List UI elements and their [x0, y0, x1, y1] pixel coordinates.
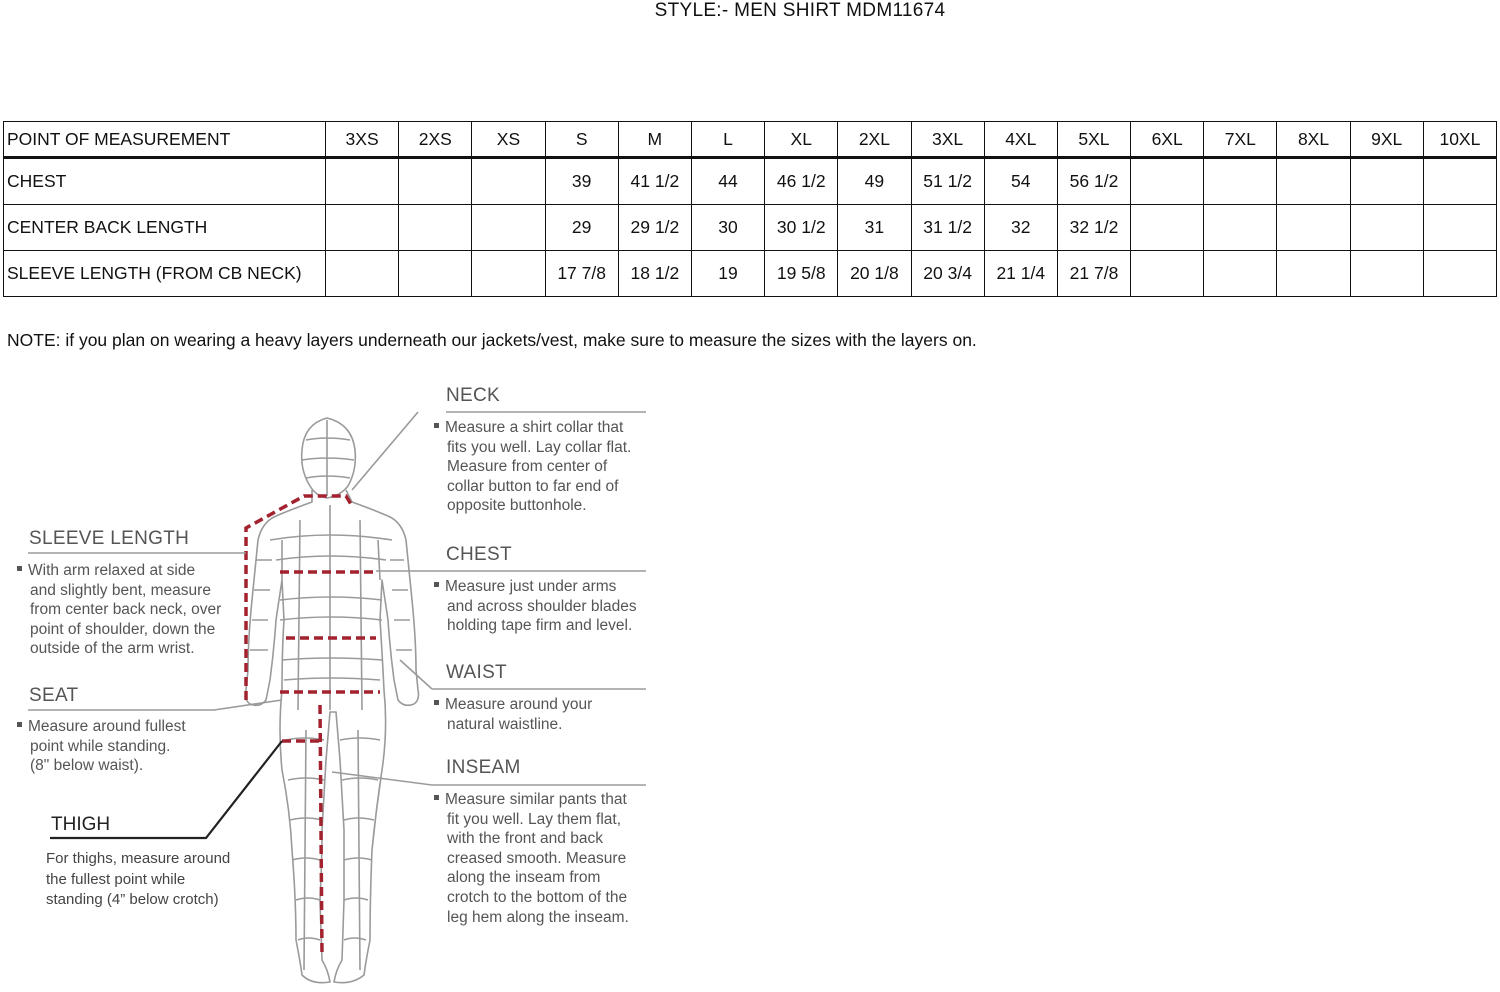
row-label: CENTER BACK LENGTH [4, 205, 326, 251]
waist-line: Measure around your [434, 695, 592, 715]
inseam-line: creased smooth. Measure [447, 849, 627, 867]
bullet-icon [17, 566, 22, 571]
table-cell [1350, 205, 1423, 251]
table-cell: 17 7/8 [545, 251, 618, 297]
table-cell [1277, 251, 1350, 297]
page-title: STYLE:- MEN SHIRT MDM11674 [654, 0, 946, 21]
seat-heading: SEAT [29, 685, 79, 706]
thigh-line: For thighs, measure around [46, 850, 231, 867]
neck-line: fits you well. Lay collar flat. [447, 438, 632, 456]
inseam-line: with the front and back [447, 830, 603, 848]
size-header-3xs: 3XS [326, 122, 399, 158]
inseam-line: Measure similar pants that [434, 790, 629, 810]
table-cell: 29 1/2 [618, 205, 691, 251]
sleeve-line: from center back neck, over [30, 601, 222, 619]
inseam-text [434, 790, 629, 927]
size-header-4xl: 4XL [984, 122, 1057, 158]
table-cell: 18 1/2 [618, 251, 691, 297]
table-cell: 56 1/2 [1057, 158, 1130, 205]
table-cell [472, 205, 545, 251]
inseam-line: crotch to the bottom of the [447, 888, 628, 906]
chest-text [434, 577, 637, 636]
size-header-10xl: 10XL [1423, 122, 1496, 158]
sleeve-line: With arm relaxed at side [17, 561, 221, 581]
thigh-text [46, 849, 230, 911]
size-header-3xl: 3XL [911, 122, 984, 158]
table-cell [326, 205, 399, 251]
size-header-l: L [691, 122, 764, 158]
chest-line: Measure just under arms [434, 577, 637, 597]
table-cell: 32 1/2 [1057, 205, 1130, 251]
thigh-heading: THIGH [51, 814, 111, 835]
sleeve-heading: SLEEVE LENGTH [29, 528, 190, 549]
size-header-xl: XL [765, 122, 838, 158]
waist-text [434, 695, 592, 734]
neck-line: Measure from center of [447, 458, 608, 476]
size-header-s: S [545, 122, 618, 158]
bullet-icon [434, 795, 439, 800]
table-cell [326, 251, 399, 297]
table-cell [399, 205, 472, 251]
neck-line: Measure a shirt collar that [434, 418, 631, 438]
table-cell [472, 158, 545, 205]
table-cell [1131, 205, 1204, 251]
sleeve-line: outside of the arm wrist. [30, 640, 195, 658]
chest-heading: CHEST [446, 544, 512, 565]
table-cell [1277, 205, 1350, 251]
size-header-5xl: 5XL [1057, 122, 1130, 158]
size-header-m: M [618, 122, 691, 158]
size-header-8xl: 8XL [1277, 122, 1350, 158]
table-header-row [4, 122, 1497, 158]
table-cell: 44 [691, 158, 764, 205]
waist-line: natural waistline. [447, 715, 563, 733]
size-table [3, 121, 1497, 297]
table-cell: 46 1/2 [765, 158, 838, 205]
table-cell [1277, 158, 1350, 205]
table-cell [326, 158, 399, 205]
table-row [4, 205, 1497, 251]
thigh-line: the fullest point while [46, 870, 186, 888]
neck-line: collar button to far end of [447, 477, 619, 495]
chest-line: and across shoulder blades [447, 597, 637, 615]
neck-text [434, 418, 631, 516]
table-cell [1131, 251, 1204, 297]
inseam-line: along the inseam from [447, 869, 601, 887]
neck-heading: NECK [446, 385, 500, 406]
inseam-line: leg hem along the inseam. [447, 908, 629, 926]
table-cell [1350, 158, 1423, 205]
bullet-icon [17, 722, 22, 727]
table-cell [472, 251, 545, 297]
table-cell: 30 [691, 205, 764, 251]
table-cell: 32 [984, 205, 1057, 251]
seat-line: (8" below waist). [30, 757, 144, 775]
size-header-7xl: 7XL [1204, 122, 1277, 158]
table-cell [1204, 251, 1277, 297]
body-outline [246, 418, 419, 983]
size-header-2xs: 2XS [399, 122, 472, 158]
table-cell [399, 158, 472, 205]
seat-line: point while standing. [30, 737, 171, 755]
table-row [4, 251, 1497, 297]
size-header-2xl: 2XL [838, 122, 911, 158]
chest-line: holding tape firm and level. [447, 617, 633, 635]
seat-text [17, 717, 186, 776]
table-cell: 29 [545, 205, 618, 251]
neck-line: opposite buttonhole. [447, 497, 587, 515]
size-header-xs: XS [472, 122, 545, 158]
size-header-9xl: 9XL [1350, 122, 1423, 158]
table-cell: 19 [691, 251, 764, 297]
table-cell: 20 1/8 [838, 251, 911, 297]
table-cell: 31 1/2 [911, 205, 984, 251]
note-text: NOTE: if you plan on wearing a heavy layers underneath our jackets/vest, make sure to measure the sizes with the layers on. [7, 330, 977, 350]
thigh-line: standing (4” below crotch) [46, 891, 219, 908]
table-cell [1423, 205, 1496, 251]
sleeve-text [17, 561, 221, 659]
bullet-icon [434, 582, 439, 587]
bullet-icon [434, 423, 439, 428]
table-cell: 51 1/2 [911, 158, 984, 205]
table-cell [1423, 158, 1496, 205]
table-cell [1423, 251, 1496, 297]
seat-line: Measure around fullest [17, 717, 186, 737]
table-cell: 30 1/2 [765, 205, 838, 251]
table-cell: 31 [838, 205, 911, 251]
sleeve-line: point of shoulder, down the [30, 620, 216, 638]
waist-heading: WAIST [446, 662, 507, 683]
table-cell [1350, 251, 1423, 297]
table-cell [1131, 158, 1204, 205]
table-cell: 21 7/8 [1057, 251, 1130, 297]
bullet-icon [434, 700, 439, 705]
table-cell: 54 [984, 158, 1057, 205]
table-row [4, 158, 1497, 205]
table-cell [399, 251, 472, 297]
table-cell [1204, 158, 1277, 205]
table-cell: 49 [838, 158, 911, 205]
row-label: SLEEVE LENGTH (FROM CB NECK) [4, 251, 326, 297]
row-label: CHEST [4, 158, 326, 205]
sleeve-line: and slightly bent, measure [30, 581, 211, 599]
inseam-heading: INSEAM [446, 757, 521, 778]
header-label: POINT OF MEASUREMENT [4, 122, 326, 158]
size-header-6xl: 6XL [1131, 122, 1204, 158]
table-cell [1204, 205, 1277, 251]
table-cell: 39 [545, 158, 618, 205]
table-cell: 21 1/4 [984, 251, 1057, 297]
table-cell: 19 5/8 [765, 251, 838, 297]
table-cell: 20 3/4 [911, 251, 984, 297]
inseam-line: fit you well. Lay them flat, [447, 810, 622, 828]
table-cell: 41 1/2 [618, 158, 691, 205]
